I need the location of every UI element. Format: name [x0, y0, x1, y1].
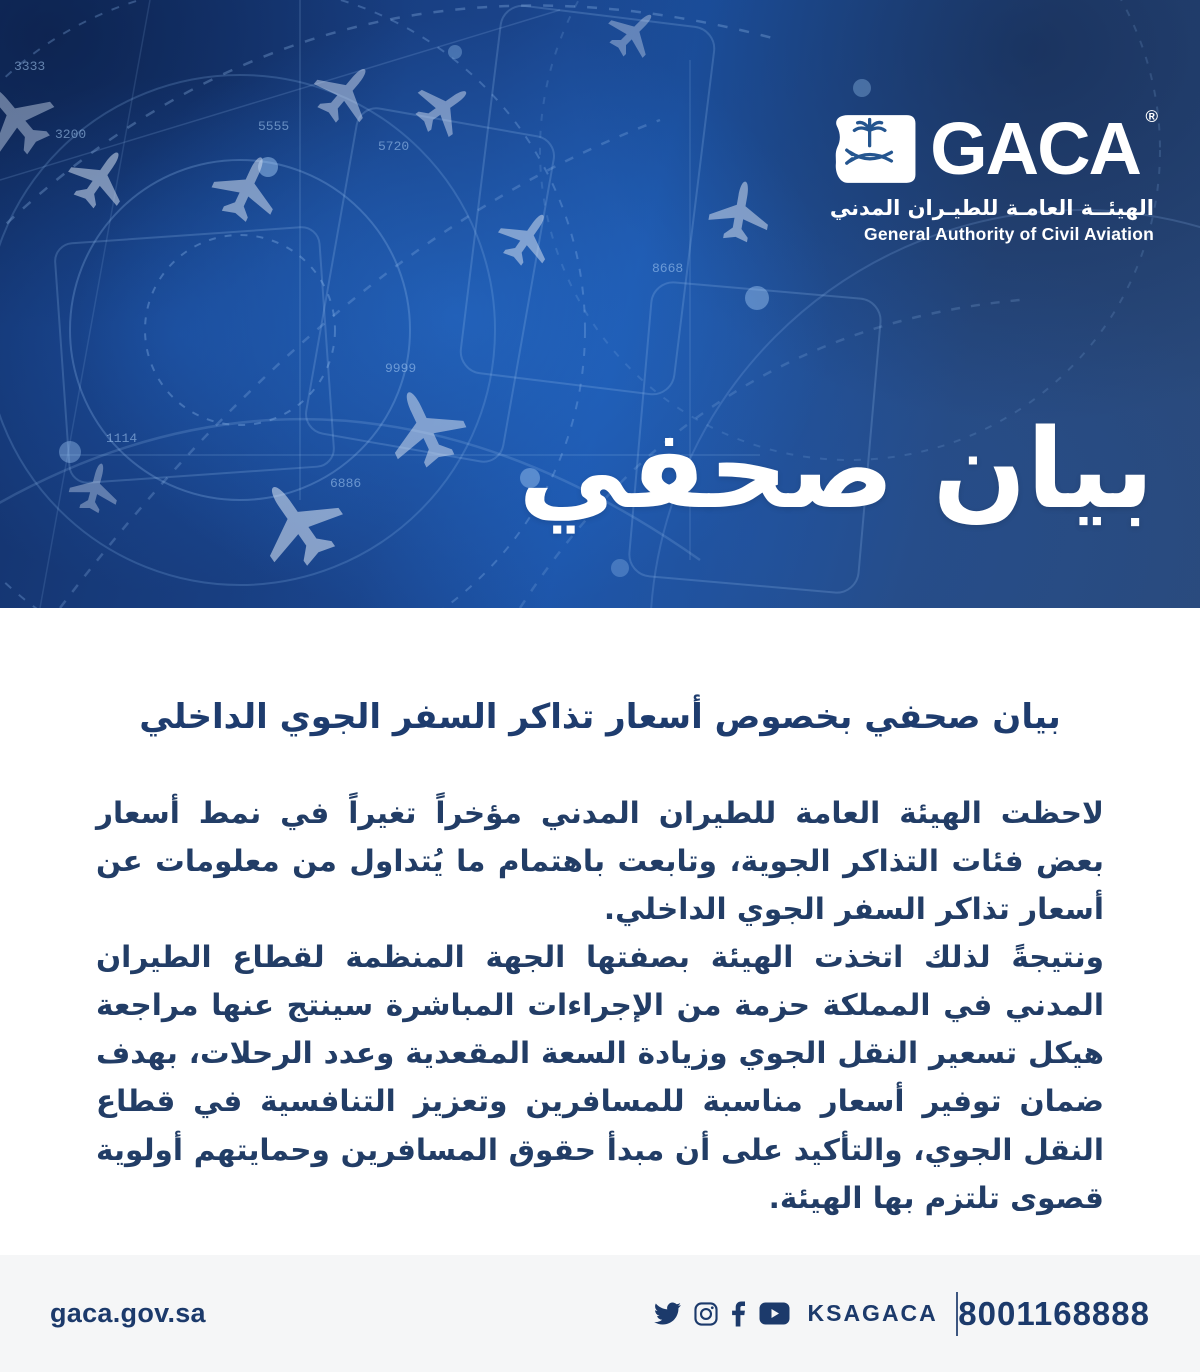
airplane-icon — [706, 177, 775, 246]
paragraph: ونتيجةً لذلك اتخذت الهيئة بصفتها الجهة المنظمة لقطاع الطيران المدني في المملكة حزمة من الإجراءات المباشرة سينتج عنها مراجعة هيكل تسعير النقل الجوي وزيادة السعة المقعدية وعدد الرحلات، بهدف ضمان توفير أسعار مناسبة للمسافرين وتعزيز التنافسية في قطاع النقل الجوي، والتأكيد على أن مبدأ حقوق المسافرين وحمايتهم أولوية قصوى تلتزم بها الهيئة. — [96, 940, 1104, 1215]
instagram-icon[interactable] — [694, 1302, 718, 1326]
saudi-flag-emblem-icon — [830, 113, 918, 185]
decor-number: 5555 — [258, 119, 290, 134]
decor-number: 1114 — [106, 431, 138, 446]
gaca-wordmark: GACA ® — [930, 107, 1158, 190]
decor-number: 8668 — [652, 261, 684, 276]
airplane-icon — [406, 70, 481, 145]
logo-arabic-name: الهيئــة العامـة للطيـران المدني — [829, 196, 1154, 220]
decor-number: 3200 — [55, 127, 87, 142]
airplane-icon — [304, 50, 388, 134]
facebook-icon[interactable] — [731, 1301, 746, 1327]
decor-number: 5720 — [378, 139, 410, 154]
airplane-icon — [490, 200, 565, 275]
social-handle[interactable]: KSAGACA — [807, 1300, 938, 1326]
website-link[interactable]: gaca.gov.sa — [50, 1298, 206, 1328]
phone-number: 8001168888 — [958, 1294, 1150, 1332]
airplane-icon — [204, 144, 290, 230]
youtube-icon[interactable] — [759, 1302, 790, 1325]
press-release-body — [0, 608, 1200, 1222]
twitter-icon[interactable] — [654, 1302, 681, 1325]
press-release-heading: بيان صحفي بخصوص أسعار تذاكر السفر الجوي الداخلي — [139, 697, 1061, 737]
decor-number: 3333 — [14, 59, 46, 74]
press-release-title: بيان صحفي — [518, 405, 1154, 533]
paragraph: لاحظت الهيئة العامة للطيران المدني مؤخراً تغيراً في نمط أسعار بعض فئات التذاكر الجوية، وتابعت باهتمام ما يُتداول من معلومات عن أسعار تذاكر السفر الجوي الداخلي. — [96, 796, 1104, 927]
airplane-icon — [59, 136, 142, 219]
decor-number: 6886 — [330, 476, 362, 491]
decor-number: 9999 — [385, 361, 417, 376]
logo-english-name: General Authority of Civil Aviation — [864, 224, 1154, 244]
registered-trademark: ® — [1145, 107, 1158, 126]
footer-divider — [956, 1292, 959, 1336]
gaca-logo — [829, 107, 1158, 245]
banner — [0, 0, 1200, 608]
footer — [0, 1255, 1200, 1372]
